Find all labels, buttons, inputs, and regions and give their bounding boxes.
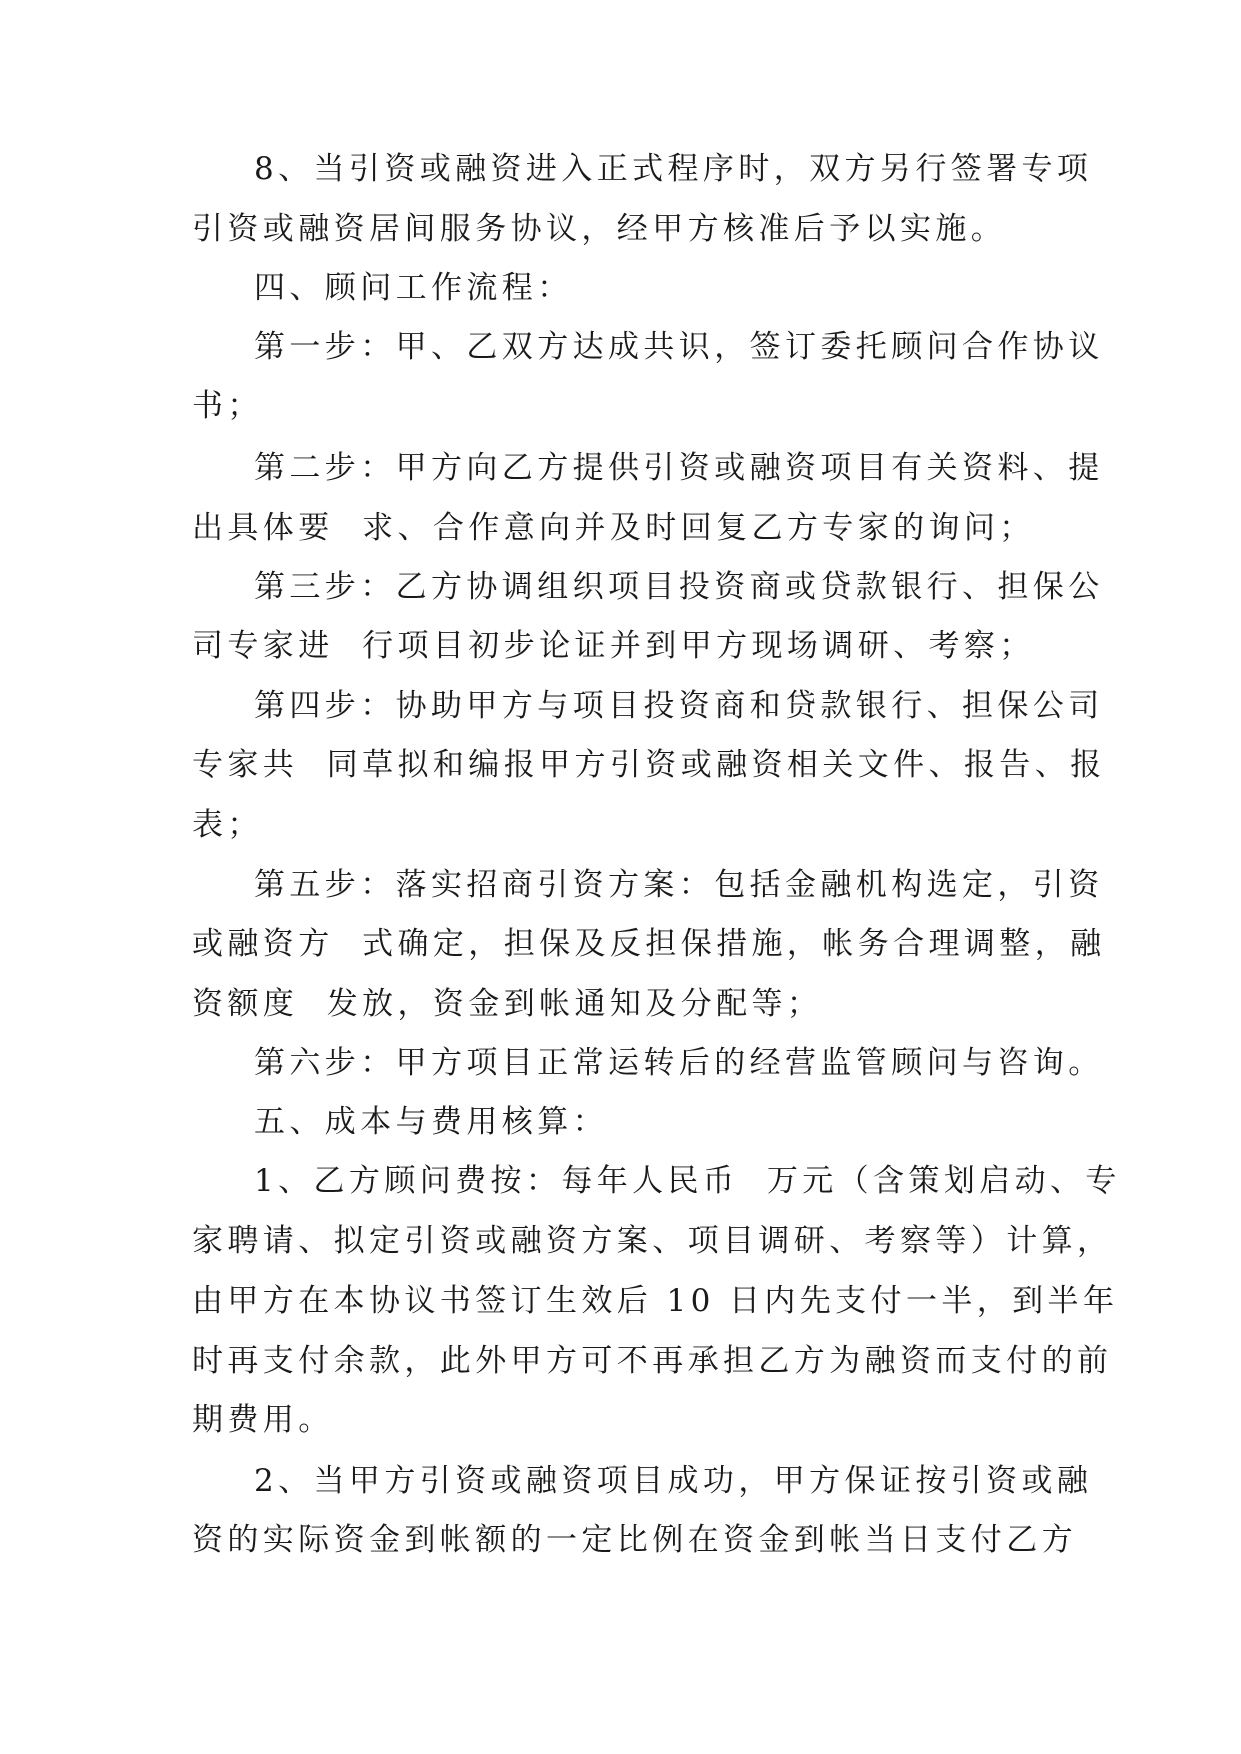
- paragraph-line: 由甲方在本协议书签订生效后 10 日内先支付一半，到半年: [192, 1283, 1119, 1319]
- paragraph-line: 第六步：甲方项目正常运转后的经营监管顾问与咨询。: [254, 1045, 1104, 1081]
- paragraph-line: 1、乙方顾问费按：每年人民币 万元（含策划启动、专: [254, 1163, 1121, 1199]
- paragraph-line: 第一步：甲、乙双方达成共识，签订委托顾问合作协议: [254, 329, 1104, 365]
- paragraph-line: 第四步：协助甲方与项目投资商和贷款银行、担保公司: [254, 688, 1104, 724]
- paragraph-line: 资的实际资金到帐额的一定比例在资金到帐当日支付乙方: [192, 1522, 1077, 1558]
- paragraph-line: 或融资方 式确定，担保及反担保措施，帐务合理调整，融: [192, 926, 1106, 962]
- paragraph-line: 家聘请、拟定引资或融资方案、项目调研、考察等）计算，: [192, 1223, 1113, 1259]
- paragraph-line: 8、当引资或融资进入正式程序时，双方另行签署专项: [254, 151, 1093, 187]
- paragraph-line: 专家共 同草拟和编报甲方引资或融资相关文件、报告、报: [192, 747, 1106, 783]
- section-heading: 五、成本与费用核算：: [254, 1104, 608, 1140]
- paragraph-line: 书；: [192, 388, 263, 424]
- paragraph-line: 期费用。: [192, 1402, 334, 1438]
- section-heading: 四、顾问工作流程：: [254, 270, 573, 306]
- paragraph-line: 时再支付余款，此外甲方可不再承担乙方为融资而支付的前: [192, 1343, 1113, 1379]
- paragraph-line: 第三步：乙方协调组织项目投资商或贷款银行、担保公: [254, 569, 1104, 605]
- paragraph-line: 资额度 发放，资金到帐通知及分配等；: [192, 986, 823, 1022]
- paragraph-line: 引资或融资居间服务协议，经甲方核准后予以实施。: [192, 211, 1007, 247]
- paragraph-line: 出具体要 求、合作意向并及时回复乙方专家的询问；: [192, 510, 1035, 546]
- paragraph-line: 2、当甲方引资或融资项目成功，甲方保证按引资或融: [254, 1463, 1093, 1499]
- paragraph-line: 司专家进 行项目初步论证并到甲方现场调研、考察；: [192, 628, 1035, 664]
- paragraph-line: 第五步：落实招商引资方案：包括金融机构选定，引资: [254, 867, 1104, 903]
- paragraph-line: 第二步：甲方向乙方提供引资或融资项目有关资料、提: [254, 450, 1104, 486]
- paragraph-line: 表；: [192, 807, 263, 843]
